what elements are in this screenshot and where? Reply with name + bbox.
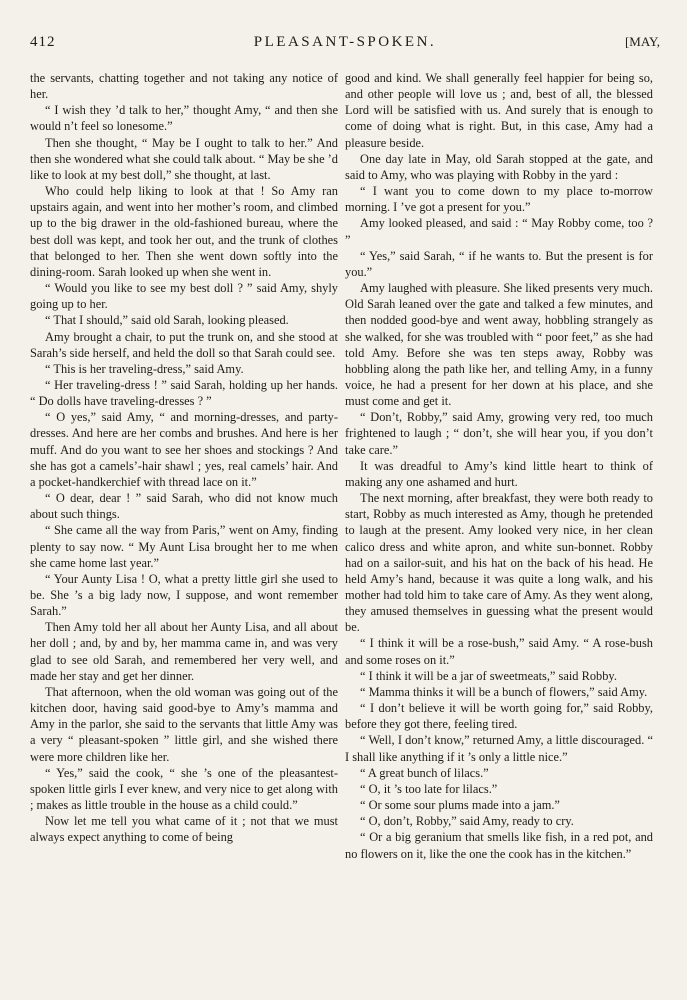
paragraph: “ I think it will be a jar of sweetmeats,” said Robby. xyxy=(360,668,617,683)
paragraph: One day late in May, old Sarah stopped at the gate, and said to Amy, who was playing with Robby in the yard : xyxy=(345,151,653,182)
paragraph: Amy laughed with pleasure. She liked presents very much. Old Sarah leaned over the gate and talked a few minutes, and then nodded good-bye and went away, hobbling strangely as she walked, for she was troubled with “ poor feet,” as she had told Amy. Before she was ten steps away, Robby was hobbling along the path like her, and telling Amy, in a funny voice, he had a present for her down at his place, and she must come and get it. xyxy=(345,281,653,409)
paragraph: “ Well, I don’t know,” returned Amy, a little discouraged. “ I shall like anything if it ’s only a little nice.” xyxy=(345,733,653,764)
paragraph: Amy looked pleased, and said : “ May Robby come, too ? ” xyxy=(345,216,653,247)
paragraph: Amy brought a chair, to put the trunk on, and she stood at Sarah’s side herself, and held the doll so that Sarah could see. xyxy=(30,329,338,360)
running-title: PLEASANT-SPOKEN. xyxy=(253,34,437,50)
paragraph: That afternoon, when the old woman was going out of the kitchen door, having said good-bye to Amy’s mamma and Amy in the parlor, she said to the servants that little Amy was a very “ pleasant-spoken ” little girl, and she wished there were more children like her. xyxy=(30,684,338,764)
left-column xyxy=(30,70,338,846)
paragraph: “ I wish they ’d talk to her,” thought Amy, “ and then she would n’t feel so lonesome.” xyxy=(30,103,338,134)
running-month: [MAY, xyxy=(624,34,660,49)
paragraph: “ That I should,” said old Sarah, looking pleased. xyxy=(45,313,289,328)
running-header xyxy=(30,34,660,56)
paragraph: “ She came all the way from Paris,” went on Amy, finding plenty to say now. “ My Aunt Lisa brought her to me when she came home last year.” xyxy=(30,523,338,570)
paragraph: “ A great bunch of lilacs.” xyxy=(360,765,489,780)
paragraph: “ I don’t believe it will be worth going for,” said Robby, before they got there, feeling tired. xyxy=(345,701,653,732)
paragraph: It was dreadful to Amy’s kind little heart to think of making any one ashamed and hurt. xyxy=(345,458,653,489)
paragraph: the servants, chatting together and not taking any notice of her. xyxy=(30,71,338,102)
paragraph: good and kind. We shall generally feel happier for being so, and other people will love us ; and, best of all, the blessed Lord will be satisfied with us. And surely that is enough to come of doing what is right. But, in this case, Amy had a pleasure beside. xyxy=(345,71,653,150)
page-number: 412 xyxy=(30,34,56,50)
paragraph: Then Amy told her all about her Aunty Lisa, and all about her doll ; and, by and by, her mamma came in, and was very glad to see old Sarah, and remembered her very well, and made her stay and get her dinner. xyxy=(30,620,338,683)
paragraph: “ This is her traveling-dress,” said Amy. xyxy=(45,361,244,376)
paragraph: “ Don’t, Robby,” said Amy, growing very red, too much frightened to laugh ; “ don’t, she will hear you, if you don’t take care.” xyxy=(345,410,653,457)
paragraph: “ Or some sour plums made into a jam.” xyxy=(360,798,560,813)
paragraph: “ Mamma thinks it will be a bunch of flowers,” said Amy. xyxy=(360,684,648,699)
paragraph: The next morning, after breakfast, they were both ready to start, Robby as much interested as Amy, though he pretended to laugh at the present. Amy looked very nice, in her clean calico dress and white apron, and white sun-bonnet. Robby had on a sailor-suit, and his hat on the back of his head. He held Amy’s hand, because it was quite a long walk, and his mother had told him to take care of Amy. As they went along, they amused themselves in guessing what the present would be. xyxy=(345,491,653,635)
paragraph: “ Would you like to see my best doll ? ” said Amy, shyly going up to her. xyxy=(30,281,338,312)
paragraph: “ Yes,” said the cook, “ she ’s one of the pleasantest-spoken little girls I ever knew, and very nice to get along with ; makes as little trouble in the house as a child could.” xyxy=(30,765,338,813)
paragraph: Now let me tell you what came of it ; not that we must always expect anything to come of being xyxy=(30,814,338,845)
paragraph: “ O yes,” said Amy, “ and morning-dresses, and party-dresses. And here are her combs and brushes. And here is her muff. And do you want to see her shoes and stockings ? And she has got a camels’-hair shawl ; yes, real camels’ hair. And a pocket-handkerchief with thread lace on it.” xyxy=(30,410,338,489)
paragraph: Then she thought, “ May be I ought to talk to her.” And then she wondered what she could talk about. “ May be she ’d like to look at my best doll,” she thought, at last. xyxy=(30,135,338,182)
paragraph: “ I think it will be a rose-bush,” said Amy. “ A rose-bush and some roses on it.” xyxy=(345,636,653,667)
paragraph: “ I want you to come down to my place to-morrow morning. I ’ve got a present for you.” xyxy=(345,184,653,215)
paragraph: “ Her traveling-dress ! ” said Sarah, holding up her hands. “ Do dolls have traveling-dresses ? ” xyxy=(30,377,338,409)
paragraph: “ O dear, dear ! ” said Sarah, who did not know much about such things. xyxy=(30,491,338,522)
paragraph: “ Or a big geranium that smells like fish, in a red pot, and no flowers on it, like the one the cook has in the kitchen.” xyxy=(345,830,653,861)
right-column xyxy=(345,70,653,862)
paragraph: “ Your Aunty Lisa ! O, what a pretty little girl she used to be. She ’s a big lady now, I suppose, and wont remember Sarah.” xyxy=(30,571,338,619)
paragraph: Who could help liking to look at that ! So Amy ran upstairs again, and went into her mother’s room, and climbed up to the big drawer in the old-fashioned bureau, where the best doll was kept, and took her out, and the trunk of clothes that belonged to her. Then she went down softly into the dining-room. Sarah looked up when she went in. xyxy=(30,184,338,279)
paragraph: “ O, don’t, Robby,” said Amy, ready to cry. xyxy=(360,814,574,829)
paragraph: “ Yes,” said Sarah, “ if he wants to. But the present is for you.” xyxy=(345,248,653,279)
paragraph: “ O, it ’s too late for lilacs.” xyxy=(360,781,498,796)
